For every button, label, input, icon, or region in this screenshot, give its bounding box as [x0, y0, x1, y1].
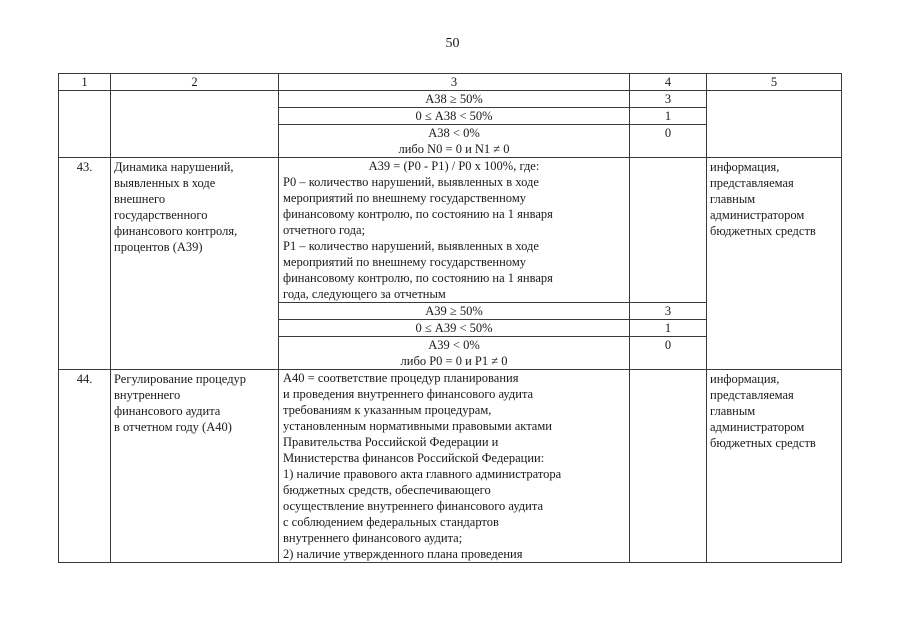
cont-scores-cell: [630, 91, 707, 158]
formula-desc-line: Правительства Российской Федерации и: [283, 435, 499, 449]
formula-desc-line: требованиям к указанным процедурам,: [283, 403, 492, 417]
cont-num-cell: [59, 91, 111, 158]
indicators-table: [58, 73, 842, 563]
info-source-line: бюджетных средств: [710, 436, 816, 450]
range-text: либо Р0 = 0 и Р1 ≠ 0: [400, 354, 508, 368]
formula-desc-line: финансовому контролю, по состоянию на 1 января: [283, 207, 553, 221]
score-value: 3: [630, 302, 706, 319]
range-text: А39 ≥ 50%: [425, 304, 483, 318]
indicator-name-line: Динамика нарушений,: [114, 160, 234, 174]
formula-line: А39 = (Р0 - Р1) / Р0 х 100%, где:: [368, 159, 540, 173]
row-number: 44.: [59, 370, 111, 563]
range-text: либо N0 = 0 и N1 ≠ 0: [398, 142, 510, 156]
formula-cell: [279, 158, 630, 370]
indicator-name-line: внешнего: [114, 192, 166, 206]
info-source-cell: [707, 158, 842, 370]
row-44: [59, 370, 842, 563]
range-row: [279, 302, 629, 319]
formula-desc-line: Р0 – количество нарушений, выявленных в ходе: [283, 175, 539, 189]
score-value: 0: [630, 124, 706, 141]
info-source-line: представляемая: [710, 388, 794, 402]
continued-row: [59, 91, 842, 158]
formula-desc-line: и проведения внутреннего финансового аудита: [283, 387, 534, 401]
header-col-1: 1: [59, 74, 111, 91]
indicator-name-line: процентов (А39): [114, 240, 203, 254]
range-text: А38 < 0%: [428, 126, 480, 140]
formula-desc-line: с соблюдением федеральных стандартов: [283, 515, 499, 529]
info-source-line: информация,: [710, 372, 780, 386]
cont-info-cell: [707, 91, 842, 158]
header-row: [59, 74, 842, 91]
info-source-line: главным: [710, 192, 756, 206]
header-col-4: 4: [630, 74, 707, 91]
info-source-line: представляемая: [710, 176, 794, 190]
header-col-5: 5: [707, 74, 842, 91]
range-text: 0 ≤ А39 < 50%: [415, 321, 493, 335]
score-value: 0: [630, 336, 706, 353]
scores-cell: [630, 158, 707, 370]
formula-cell: [279, 370, 630, 563]
range-row: [279, 336, 629, 369]
formula-desc-line: года, следующего за отчетным: [283, 287, 446, 301]
range-row: [279, 124, 629, 157]
indicator-name-line: внутреннего: [114, 388, 181, 402]
range-row: [279, 107, 629, 124]
indicator-name-cell: [111, 370, 279, 563]
cont-ranges-cell: [279, 91, 630, 158]
formula-desc-line: А40 = соответствие процедур планирования: [283, 371, 519, 385]
indicator-name-line: в отчетном году (А40): [114, 420, 232, 434]
indicator-name-line: выявленных в ходе: [114, 176, 216, 190]
formula-desc-line: 2) наличие утвержденного плана проведения: [283, 547, 523, 561]
formula-desc-line: осуществление внутреннего финансового аудита: [283, 499, 543, 513]
formula-desc-line: внутреннего финансового аудита;: [283, 531, 463, 545]
score-value: 3: [664, 92, 672, 106]
range-row: [279, 91, 629, 107]
range-text: А39 < 0%: [428, 338, 480, 352]
header-col-2: 2: [111, 74, 279, 91]
formula-desc-line: отчетного года;: [283, 223, 366, 237]
row-number: 43.: [59, 158, 111, 370]
formula-block: [279, 158, 629, 302]
page-number: 50: [445, 36, 460, 51]
formula-desc-line: мероприятий по внешнему государственному: [283, 191, 526, 205]
indicator-name-line: финансового контроля,: [114, 224, 238, 238]
indicator-name-line: государственного: [114, 208, 208, 222]
range-row: [279, 319, 629, 336]
score-value: 1: [630, 107, 706, 124]
row-43: [59, 158, 842, 370]
cont-name-cell: [111, 91, 279, 158]
info-source-line: бюджетных средств: [710, 224, 816, 238]
indicator-name-cell: [111, 158, 279, 370]
formula-desc-line: Р1 – количество нарушений, выявленных в ходе: [283, 239, 539, 253]
header-col-3: 3: [279, 74, 630, 91]
formula-desc-line: финансовому контролю, по состоянию на 1 января: [283, 271, 553, 285]
score-spacer: [630, 158, 706, 302]
info-source-line: администратором: [710, 208, 805, 222]
formula-block: [279, 370, 629, 562]
info-source-line: главным: [710, 404, 756, 418]
indicator-name-line: финансового аудита: [114, 404, 221, 418]
formula-desc-line: установленным нормативными правовыми актами: [283, 419, 552, 433]
formula-desc-line: Министерства финансов Российской Федерации:: [283, 451, 545, 465]
formula-desc-line: 1) наличие правового акта главного администратора: [283, 467, 562, 481]
info-source-line: информация,: [710, 160, 780, 174]
info-source-line: администратором: [710, 420, 805, 434]
info-source-cell: [707, 370, 842, 563]
score-value: 1: [630, 319, 706, 336]
formula-desc-line: бюджетных средств, обеспечивающего: [283, 483, 491, 497]
formula-desc-line: мероприятий по внешнему государственному: [283, 255, 526, 269]
range-text: А38 ≥ 50%: [425, 92, 483, 106]
range-text: 0 ≤ А38 < 50%: [415, 109, 493, 123]
scores-cell: [630, 370, 707, 563]
indicator-name-line: Регулирование процедур: [114, 372, 247, 386]
